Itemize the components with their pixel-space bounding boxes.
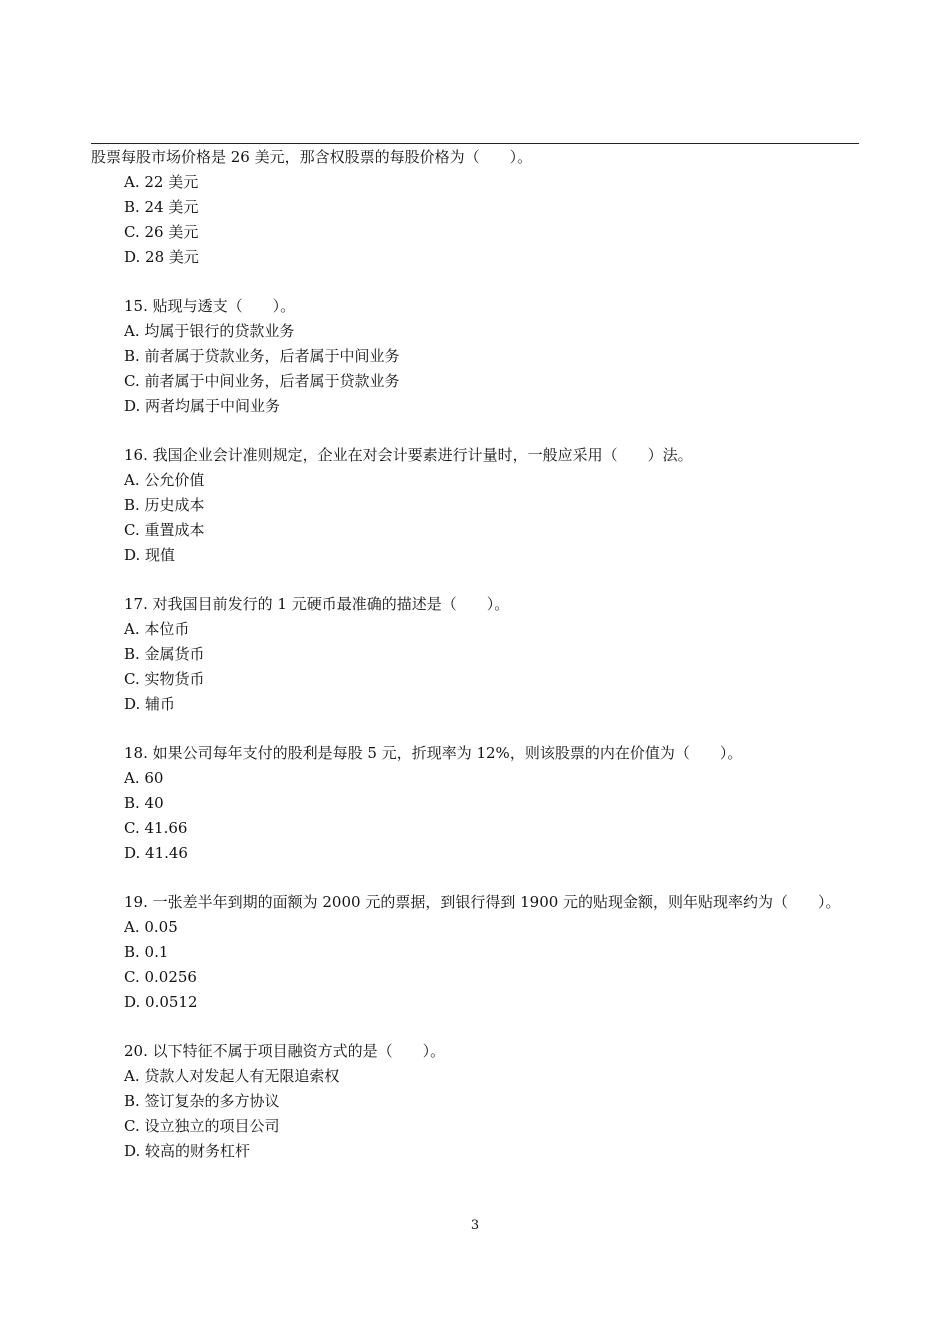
option-d: D. 28 美元 [124, 248, 199, 266]
option-b: B. 24 美元 [124, 198, 199, 216]
option-a: A. 22 美元 [124, 173, 199, 191]
option-c: C. 重置成本 [124, 521, 205, 539]
question-18 [91, 741, 861, 866]
option-d: D. 0.0512 [124, 993, 198, 1011]
option-b: B. 历史成本 [124, 496, 205, 514]
option-c: C. 41.66 [124, 819, 188, 837]
option-b: B. 40 [124, 794, 164, 812]
option-b: B. 前者属于贷款业务，后者属于中间业务 [124, 347, 400, 365]
question-17 [91, 592, 861, 717]
question-stem: 18. 如果公司每年支付的股利是每股 5 元，折现率为 12%，则该股票的内在价值为（ ）。 [124, 744, 743, 762]
option-a: A. 公允价值 [124, 471, 205, 489]
header-rule [91, 143, 859, 144]
option-d: D. 辅币 [124, 695, 176, 713]
spacer [91, 568, 861, 592]
spacer [91, 270, 861, 294]
page-number: 3 [470, 1218, 480, 1233]
question-stem: 股票每股市场价格是 26 美元，那含权股票的每股价格为（ ）。 [91, 148, 533, 166]
spacer [91, 717, 861, 741]
spacer [91, 1015, 861, 1039]
option-c: C. 设立独立的项目公司 [124, 1117, 280, 1135]
question-16 [91, 443, 861, 568]
spacer [91, 866, 861, 890]
question-20 [91, 1039, 861, 1164]
option-b: B. 签订复杂的多方协议 [124, 1092, 280, 1110]
option-d: D. 现值 [124, 546, 176, 564]
option-d: D. 两者均属于中间业务 [124, 397, 281, 415]
option-a: A. 贷款人对发起人有无限追索权 [124, 1067, 340, 1085]
spacer [91, 419, 861, 443]
question-15 [91, 294, 861, 419]
question-19 [91, 890, 861, 1015]
option-a: A. 均属于银行的贷款业务 [124, 322, 295, 340]
option-d: D. 较高的财务杠杆 [124, 1142, 251, 1160]
option-b: B. 金属货币 [124, 645, 205, 663]
question-stem: 15. 贴现与透支（ ）。 [124, 297, 296, 315]
option-c: C. 0.0256 [124, 968, 197, 986]
page-content [91, 145, 861, 1164]
question-stem: 16. 我国企业会计准则规定，企业在对会计要素进行计量时，一般应采用（ ）法。 [124, 446, 693, 464]
option-a: A. 60 [124, 769, 164, 787]
option-a: A. 0.05 [124, 918, 178, 936]
question-stem: 19. 一张差半年到期的面额为 2000 元的票据，到银行得到 1900 元的贴现金额，则年贴现率约为（ ）。 [124, 893, 841, 911]
option-c: C. 实物货币 [124, 670, 205, 688]
question-stem: 17. 对我国目前发行的 1 元硬币最准确的描述是（ ）。 [124, 595, 510, 613]
option-b: B. 0.1 [124, 943, 169, 961]
question-stem: 20. 以下特征不属于项目融资方式的是（ ）。 [124, 1042, 446, 1060]
option-d: D. 41.46 [124, 844, 188, 862]
option-c: C. 26 美元 [124, 223, 199, 241]
question-14-continuation [91, 145, 861, 270]
option-c: C. 前者属于中间业务，后者属于贷款业务 [124, 372, 400, 390]
option-a: A. 本位币 [124, 620, 190, 638]
